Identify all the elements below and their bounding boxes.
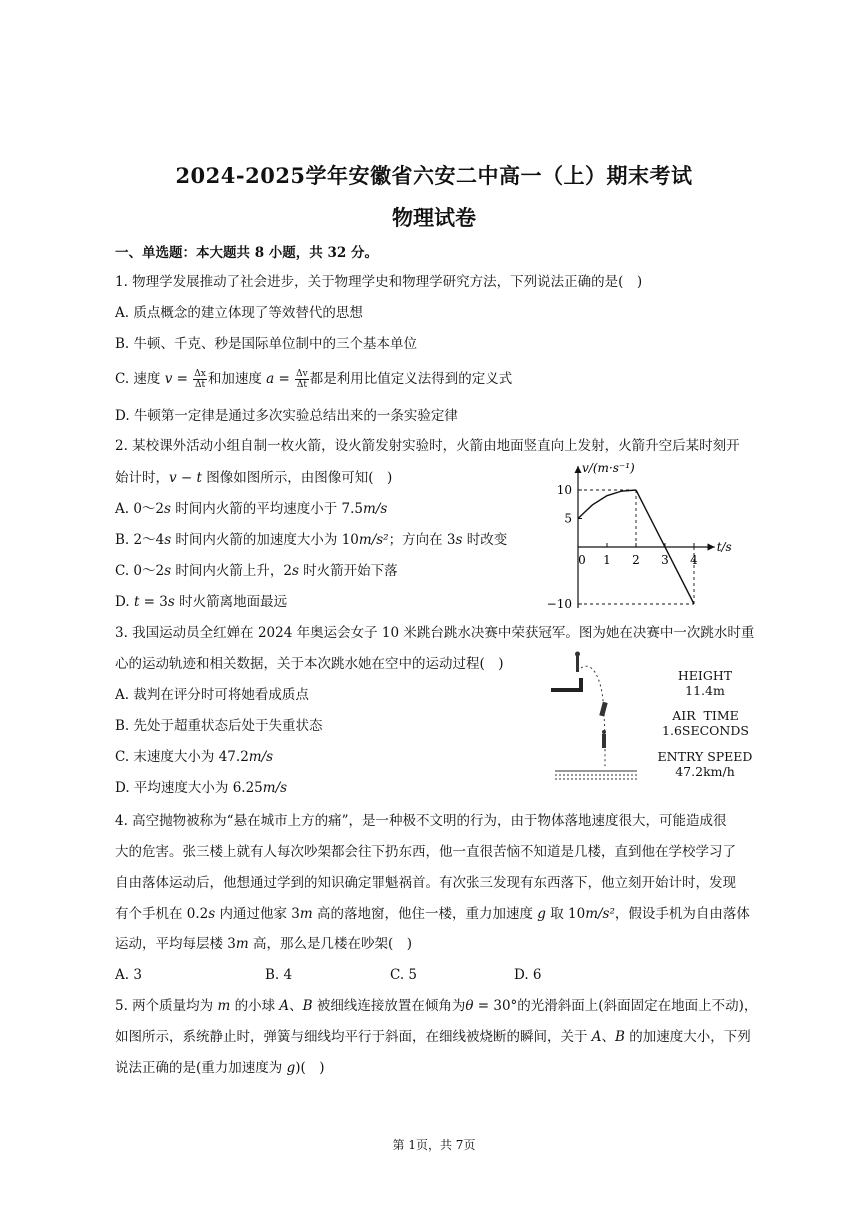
exam-subtitle: 物理试卷 xyxy=(392,205,476,230)
q5-l2-b: 、 xyxy=(601,1029,616,1045)
q5-l2-a: 如图所示，系统静止时，弹簧与细线均平行于斜面，在细线被烧断的瞬间，关于 xyxy=(115,1029,592,1045)
q4-l4-a: 有个手机在 0.2 xyxy=(115,906,209,922)
q2-a-pre: A. 0～2 xyxy=(115,501,165,517)
q4-option-c: C. 5 xyxy=(390,967,418,983)
q5-l1-b: 的小球 xyxy=(230,998,280,1014)
q4-l5-a: 运动，平均每层楼 3 xyxy=(115,936,236,952)
q1-c-eq2: = xyxy=(274,371,295,387)
q1-c-eq: = xyxy=(172,371,193,387)
q2-c-post: 时火箭开始下落 xyxy=(298,563,398,579)
page-footer: 第 1页，共 7页 xyxy=(392,1138,476,1152)
air-time-value: 1.6SECONDS xyxy=(662,723,749,738)
q4-l4-m: m xyxy=(299,906,313,922)
q5-l2-B: B xyxy=(615,1029,625,1045)
q5-l1-A: A xyxy=(279,998,290,1014)
q5-l1-c: 、 xyxy=(289,998,303,1014)
y-tick-label: 10 xyxy=(556,483,572,497)
q5-line1 xyxy=(115,997,757,1015)
q3-option-a: A. 裁判在评分时可将她看成质点 xyxy=(115,687,309,703)
x-tick-label: 4 xyxy=(690,553,698,567)
q4-l4-b: 内通过他家 3 xyxy=(215,906,300,922)
q4-line1: 4. 高空抛物被称为“悬在城市上方的痛”，是一种极不文明的行为，由于物体落地速度很大，可能造成很 xyxy=(115,813,727,829)
diver-midair-icon xyxy=(599,702,607,748)
q2-stem2-pre: 始计时， xyxy=(115,470,169,486)
q4-line2: 大的危害。张三楼上就有人每次吵架都会往下扔东西，他一直很苦恼不知道是几楼，直到他在学校学习了 xyxy=(115,844,736,860)
y-tick-label: 5 xyxy=(564,511,572,526)
q4-l4-g: g xyxy=(537,906,546,922)
q1-c-a: a xyxy=(266,371,275,387)
height-label xyxy=(655,668,755,698)
q1-stem: 1. 物理学发展推动了社会进步，关于物理学史和物理学研究方法，下列说法正确的是( ) xyxy=(115,274,643,290)
q5-l3-a: 说法正确的是(重力加速度为 xyxy=(115,1060,287,1076)
q5-l2-c: 的加速度大小，下列 xyxy=(624,1029,751,1045)
q2-b-mid: 时间内火箭的加速度大小为 10 xyxy=(171,532,359,548)
q2-c-s: s xyxy=(164,563,172,579)
q1-c-v: v xyxy=(164,371,173,387)
q2-d-mid: = 3 xyxy=(139,594,168,610)
q3-option-d xyxy=(115,779,287,797)
q4-line3: 自由落体运动后，他想通过学到的知识确定罪魁祸首。有次张三发现有东西落下，他立刻开始计时，发现 xyxy=(115,875,736,891)
entry-speed-value: 47.2km/h xyxy=(675,764,735,779)
q4-l4-e: ，假设手机为自由落体 xyxy=(614,906,750,922)
q5-l3-g: g xyxy=(286,1060,296,1076)
q2-stem-line1: 2. 某校课外活动小组自制一枚火箭，设火箭发射实验时，火箭由地面竖直向上发射，火箭升空后某时刻开 xyxy=(115,438,740,454)
q5-l3-b: )( ) xyxy=(295,1060,325,1076)
q2-b-s2: s xyxy=(455,532,463,548)
q2-a-post: 时间内火箭的平均速度小于 7.5 xyxy=(170,501,364,517)
q4-option-a: A. 3 xyxy=(115,967,142,983)
diving-trajectory-figure xyxy=(545,650,645,790)
q2-stem2-post: 图像如图所示，由图像可知( ) xyxy=(201,470,393,486)
q1-c-frac2-num: Δv xyxy=(296,369,308,379)
q2-a-unit: m/s xyxy=(363,501,388,517)
q5-line3 xyxy=(115,1059,325,1077)
q1-option-b: B. 牛顿、千克、秒是国际单位制中的三个基本单位 xyxy=(115,336,418,352)
x-tick-label: 3 xyxy=(661,553,669,567)
q4-l4-unit: m/s² xyxy=(585,906,615,922)
q2-b-post: ；方向在 3 xyxy=(388,532,456,548)
q2-b-pre: B. 2～4 xyxy=(115,532,165,548)
air-time-title: AIR TIME xyxy=(672,708,739,723)
q2-d-post: 时火箭离地面最远 xyxy=(174,594,288,610)
q2-c-mid: 时间内火箭上升，2 xyxy=(171,563,292,579)
section-heading: 一、单选题：本大题共 8 小题，共 32 分。 xyxy=(115,245,378,261)
q3-stem-line1: 3. 我国运动员全红婵在 2024 年奥运会女子 10 米跳台跳水决赛中荣获冠军。图为她在决赛中一次跳水时重 xyxy=(115,625,755,641)
q1-option-d: D. 牛顿第一定律是通过多次实验总结出来的一条实验定律 xyxy=(115,408,458,424)
q4-l4-c: 高的落地窗，他住一楼，重力加速度 xyxy=(312,906,538,922)
q4-line5 xyxy=(115,935,412,953)
height-title: HEIGHT xyxy=(677,668,733,683)
x-tick-label: 2 xyxy=(632,553,640,567)
q1-c-frac2-den: Δt xyxy=(296,380,307,390)
q2-stem-line2 xyxy=(115,469,392,487)
x-tick-label: 1 xyxy=(603,553,611,567)
entry-speed-title: ENTRY SPEED xyxy=(657,749,753,764)
q1-c-frac1-num: Δx xyxy=(194,369,206,379)
q5-l1-a: 5. 两个质量均为 xyxy=(115,998,218,1014)
q3-d-unit: m/s xyxy=(262,780,288,796)
platform-post xyxy=(579,678,583,692)
series-line-curve xyxy=(578,490,636,519)
platform-icon xyxy=(551,688,583,692)
q4-l4-d: 取 10 xyxy=(545,906,586,922)
q4-l5-m: m xyxy=(235,936,249,952)
q1-c-frac-velocity xyxy=(193,369,207,390)
q5-l1-B: B xyxy=(302,998,313,1014)
entry-speed-label xyxy=(645,749,765,779)
q3-option-c xyxy=(115,748,273,766)
q2-option-c xyxy=(115,562,398,580)
q2-b-s: s xyxy=(164,532,172,548)
q1-option-c xyxy=(115,369,512,390)
q2-d-t: t xyxy=(133,594,140,610)
vt-chart xyxy=(530,460,770,620)
q5-l1-e: = 30°的光滑斜面上(斜面固定在地面上不动)， xyxy=(473,998,758,1014)
q1-c-frac1-den: Δt xyxy=(195,380,206,390)
trajectory-path xyxy=(581,666,605,768)
q1-c-frac-acceleration xyxy=(295,369,309,390)
q4-option-d: D. 6 xyxy=(514,967,542,983)
y-tick-label: −10 xyxy=(546,597,572,611)
q1-c-suffix: 都是利用比值定义法得到的定义式 xyxy=(309,371,513,387)
q4-option-b: B. 4 xyxy=(265,967,293,983)
q3-c-pre: C. 末速度大小为 47.2 xyxy=(115,749,249,765)
q3-c-unit: m/s xyxy=(248,749,274,765)
q1-c-prefix: C. 速度 xyxy=(115,371,165,387)
q5-l2-A: A xyxy=(591,1029,602,1045)
q2-option-b xyxy=(115,531,507,549)
q3-stem-line2: 心的运动轨迹和相关数据，关于本次跳水她在空中的运动过程( ) xyxy=(115,656,504,672)
x-tick-label: 0 xyxy=(578,553,586,567)
q4-l4-s: s xyxy=(208,906,216,922)
q2-a-s: s xyxy=(164,501,171,517)
q2-b-unit: m/s² xyxy=(358,532,389,548)
q5-line2 xyxy=(115,1028,751,1046)
q2-d-s: s xyxy=(167,594,175,610)
q1-c-mid: 和加速度 xyxy=(207,371,267,387)
q2-c-pre: C. 0～2 xyxy=(115,563,165,579)
q2-stem2-math: v − t xyxy=(169,470,202,486)
height-value: 11.4m xyxy=(685,683,725,698)
air-time-label xyxy=(648,708,763,738)
q3-d-pre: D. 平均速度大小为 6.25 xyxy=(115,780,263,796)
q2-d-pre: D. xyxy=(115,594,134,610)
y-axis-label: v/(m·s⁻¹) xyxy=(582,461,635,475)
q5-l1-theta: θ xyxy=(465,998,474,1014)
q2-c-s2: s xyxy=(291,563,299,579)
q1-option-a: A. 质点概念的建立体现了等效替代的思想 xyxy=(115,305,363,321)
q2-option-a xyxy=(115,500,387,518)
exam-title: 2024-2025学年安徽省六安二中高一（上）期末考试 xyxy=(175,163,693,188)
q4-line4 xyxy=(115,905,750,923)
q5-l1-d: 被细线连接放置在倾角为 xyxy=(312,998,466,1014)
q2-b-end: 时改变 xyxy=(462,532,508,548)
q4-l5-b: 高，那么是几楼在吵架( ) xyxy=(248,936,413,952)
q5-l1-m: m xyxy=(217,998,231,1014)
q2-option-d xyxy=(115,593,287,611)
diver-icon xyxy=(575,652,580,673)
water-surface xyxy=(555,771,637,779)
x-axis-label: t/s xyxy=(716,540,732,554)
q3-option-b: B. 先处于超重状态后处于失重状态 xyxy=(115,718,323,734)
